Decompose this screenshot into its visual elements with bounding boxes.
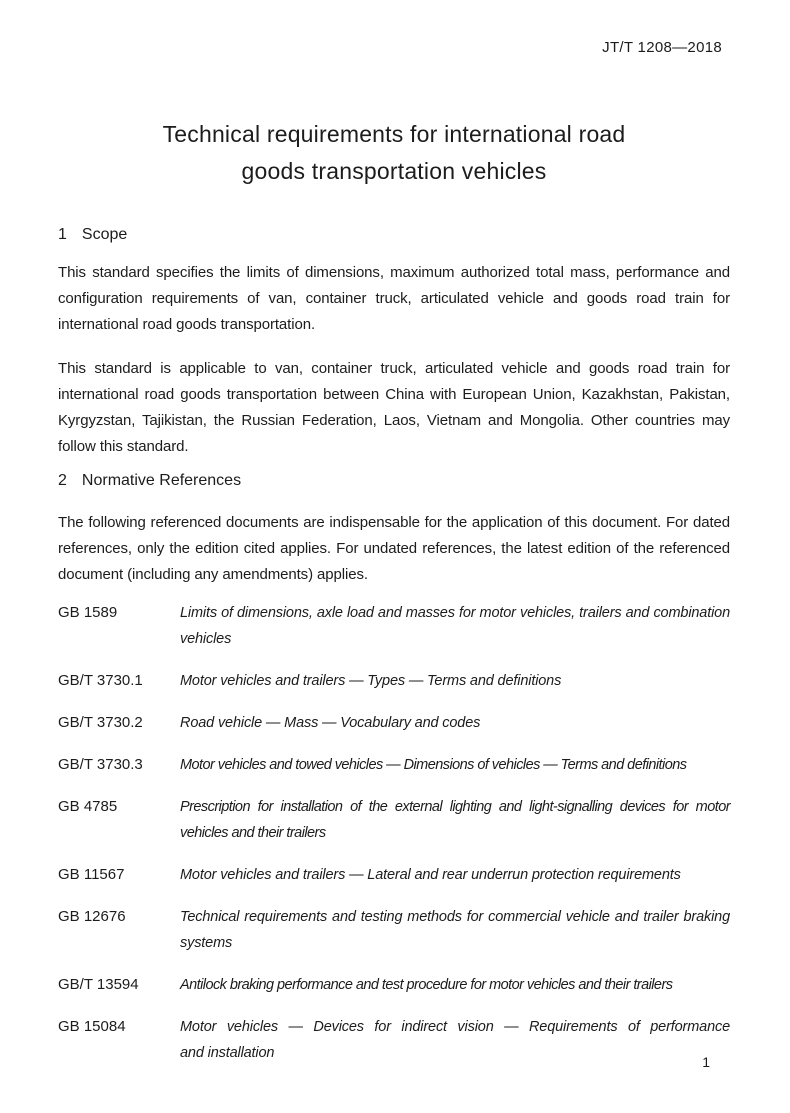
standard-code: JT/T 1208—2018 [602,39,722,56]
reference-entry [58,600,730,652]
reference-entry [58,862,730,888]
reference-code: GB 4785 [58,798,118,815]
page-number: 1 [702,1054,710,1070]
reference-code: GB 1589 [58,604,118,621]
paragraph: The following referenced documents are indispensable for the application of this document. For dated references, only the edition cited applies. For undated references, the latest edition of the referenced document (including any amendments) applies. [58,514,730,583]
reference-entry [58,972,730,998]
reference-code: GB/T 3730.3 [58,756,143,773]
reference-entry [58,752,730,778]
reference-entry [58,710,730,736]
reference-title: Motor vehicles — Devices for indirect vision — Requirements of performance and installation [180,1019,730,1061]
reference-title: Prescription for installation of the external lighting and light-signalling devices for motor vehicles and their trailers [180,799,730,841]
reference-code: GB 15084 [58,1018,126,1035]
heading-text: Scope [81,226,128,243]
heading-text: Normative References [81,472,242,489]
reference-title: Motor vehicles and towed vehicles — Dimensions of vehicles — Terms and definitions [180,757,687,773]
reference-code: GB/T 3730.2 [58,714,143,731]
title-line-2: goods transportation vehicles [241,158,547,184]
reference-entry [58,668,730,694]
paragraph: This standard specifies the limits of dimensions, maximum authorized total mass, performance and configuration requirements of van, container truck, articulated vehicle and goods road train for international road goods transportation. [58,264,730,333]
section-heading [58,470,730,492]
heading-number: 1 [58,226,67,243]
heading-number: 2 [58,472,67,489]
reference-code: GB/T 3730.1 [58,672,143,689]
reference-entry [58,1014,730,1066]
reference-title: Road vehicle — Mass — Vocabulary and codes [180,715,481,731]
title-line-1: Technical requirements for international road [162,121,626,147]
paragraph: This standard is applicable to van, container truck, articulated vehicle and goods road train for international road goods transportation between China with European Union, Kazakhstan, Pakistan, Kyrgyzstan, Tajikistan, the Russian Federation, Laos, Vietnam and Mongolia. Other countries may follow this standard. [58,360,730,455]
section-scope [58,224,730,460]
reference-title: Motor vehicles and trailers — Lateral and rear underrun protection requirements [180,867,681,883]
reference-code: GB 12676 [58,908,126,925]
reference-title: Technical requirements and testing methods for commercial vehicle and trailer braking systems [180,909,730,951]
reference-code: GB 11567 [58,866,125,883]
document-title [58,116,730,190]
page-header [58,0,730,58]
reference-code: GB/T 13594 [58,976,139,993]
reference-title: Motor vehicles and trailers — Types — Terms and definitions [180,673,562,689]
references-list [58,600,730,1066]
reference-entry [58,904,730,956]
reference-entry [58,794,730,846]
section-normative-references [58,470,730,1066]
reference-title: Antilock braking performance and test procedure for motor vehicles and their trailers [180,977,673,993]
reference-title: Limits of dimensions, axle load and masses for motor vehicles, trailers and combination vehicles [180,605,730,647]
section-heading [58,224,730,246]
